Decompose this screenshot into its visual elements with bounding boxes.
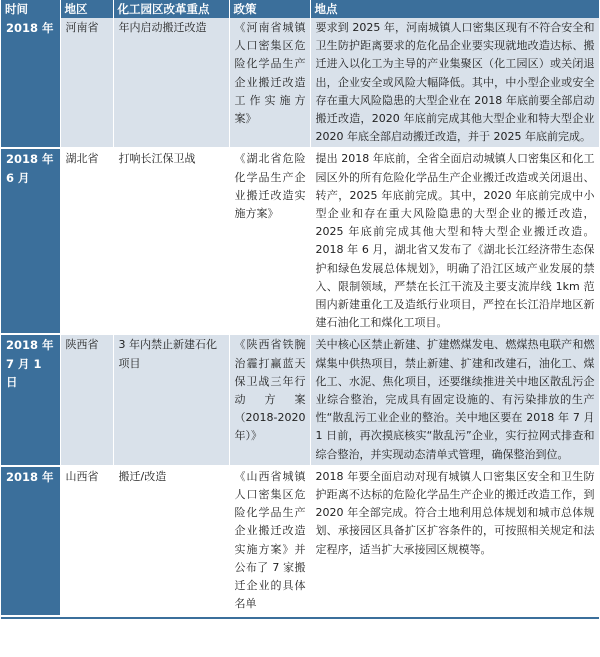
- row-policy: 《河南省城镇人口密集区危险化学品生产企业搬迁改造工作实施方案》: [229, 18, 310, 148]
- row-region: 陕西省: [60, 334, 113, 465]
- header-detail: 地点: [310, 0, 599, 18]
- row-policy: 《湖北省危险化学品生产企业搬迁改造实施方案》: [229, 148, 310, 334]
- row-region: 湖北省: [60, 148, 113, 334]
- table-row: [1, 466, 599, 616]
- row-focus: 年内启动搬迁改造: [113, 18, 229, 148]
- row-time: 2018 年: [1, 466, 60, 616]
- row-policy: 《山西省城镇人口密集区危险化学品生产企业搬迁改造实施方案》并公布了 7 家搬迁企业的具体名单: [229, 466, 310, 616]
- row-focus: 打响长江保卫战: [113, 148, 229, 334]
- header-policy: 政策: [229, 0, 310, 18]
- row-time: 2018 年 7 月 1 日: [1, 334, 60, 465]
- row-time: 2018 年: [1, 18, 60, 148]
- row-time: 2018 年 6 月: [1, 148, 60, 334]
- table-row: [1, 148, 599, 334]
- policy-table: [1, 0, 600, 617]
- row-focus: 3 年内禁止新建石化项目: [113, 334, 229, 465]
- table-header-row: [1, 0, 599, 18]
- row-focus: 搬迁/改造: [113, 466, 229, 616]
- header-time: 时间: [1, 0, 60, 18]
- table-row: [1, 18, 599, 148]
- row-policy: 《陕西省铁腕治霾打赢蓝天保卫战三年行动方案（2018-2020 年）》: [229, 334, 310, 465]
- row-detail: 关中核心区禁止新建、扩建燃煤发电、燃煤热电联产和燃煤集中供热项目，禁止新建、扩建和改建石，油化工、煤化工、水泥、焦化项目，还要继续推进关中地区散乱污企业综合整治，完成具有固定设施的、有污染排放的生产性“散乱污工业企业的整治。关中地区要在 2018 年 7 月 1 日前，再次摸底核实“散乱污”企业，实行拉网式排查和综合整治，并实现动态清单式管理，确保整治到位。: [310, 334, 599, 465]
- table-bottom-rule: [1, 617, 599, 619]
- header-focus: 化工园区改革重点: [113, 0, 229, 18]
- row-detail: 要求到 2025 年，河南城镇人口密集区现有不符合安全和卫生防护距离要求的危化品企业要实现就地改造达标、搬迁进入以化工为主导的产业集聚区（化工园区）或关闭退出，企业安全或风险大幅降低。其中，中小型企业或安全存在重大风险隐患的大型企业在 2018 年底前要全部启动搬迁改造，2020 年底前完成其他大型企业和特大型企业 2020 年底全部启动搬迁改造，并于 2025 年底前完成。: [310, 18, 599, 148]
- row-detail: 2018 年要全面启动对现有城镇人口密集区安全和卫生防护距离不达标的危险化学品生产企业的搬迁改造工作，到 2020 年全部完成。符合土地利用总体规划和城市总体规划、承接园区具备扩区扩容条件的，可按照相关规定和法定程序，适当扩大承接园区规模等。: [310, 466, 599, 616]
- row-region: 山西省: [60, 466, 113, 616]
- table-row: [1, 334, 599, 465]
- row-detail: 提出 2018 年底前，全省全面启动城镇人口密集区和化工园区外的所有危险化学品生产企业搬迁改造或关闭退出、转产，2025 年底前完成。其中，2020 年底前完成中小型企业和存在重大风险隐患的大型企业的搬迁改造，2025 年底前完成其他大型和特大型企业搬迁改造。2018 年 6 月，湖北省又发布了《湖北长江经济带生态保护和绿色发展总体规划》，明确了沿江区域产业发展的禁入、限制领域，严禁在长江干流及主要支流岸线 1km 范围内新建重化工及造纸行业项目，严控在长江沿岸地区新建石油化工和煤化工项目。: [310, 148, 599, 334]
- row-region: 河南省: [60, 18, 113, 148]
- header-region: 地区: [60, 0, 113, 18]
